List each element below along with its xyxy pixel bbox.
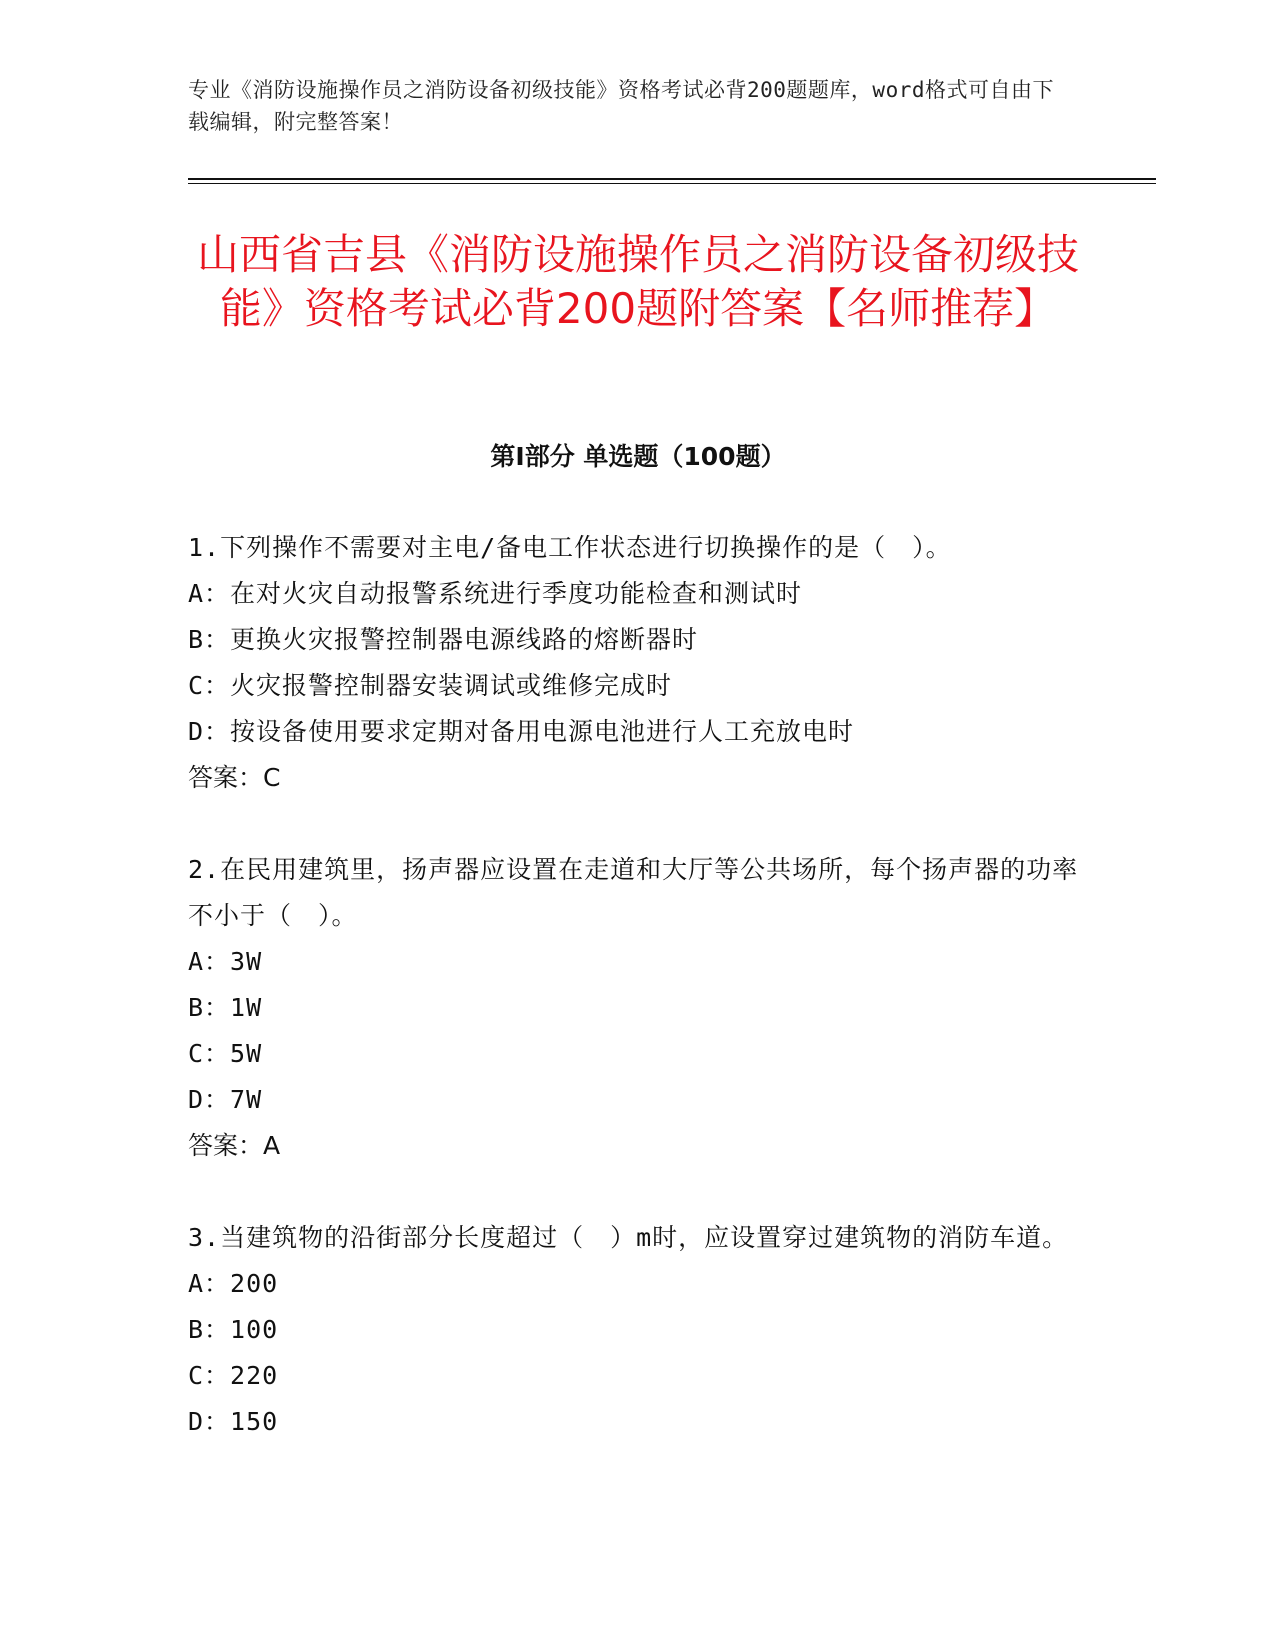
header-divider-thick (188, 178, 1156, 180)
answer: 答案：A (188, 1131, 281, 1160)
option-d: D：7W (188, 1085, 263, 1114)
answer: 答案：C (188, 763, 281, 792)
option-d: D：按设备使用要求定期对备用电源电池进行人工充放电时 (188, 717, 855, 746)
option-a: A：3W (188, 947, 263, 976)
question-stem: 3.当建筑物的沿街部分长度超过（ ）m时，应设置穿过建筑物的消防车道。 (188, 1223, 1069, 1252)
section-title: 第I部分 单选题（100题） (490, 442, 786, 471)
option-d: D：150 (188, 1407, 279, 1436)
question-stem: 1.下列操作不需要对主电/备电工作状态进行切换操作的是（ ）。 (188, 533, 952, 562)
option-c: C：5W (188, 1039, 263, 1068)
document-title: 山西省吉县《消防设施操作员之消防设备初级技能》资格考试必背200题附答案【名师推荐】 (196, 230, 1079, 333)
question-1 (188, 525, 1088, 801)
option-c: C：220 (188, 1361, 279, 1390)
option-c: C：火灾报警控制器安装调试或维修完成时 (188, 671, 673, 700)
option-b: B：100 (188, 1315, 279, 1344)
option-b: B：更换火灾报警控制器电源线路的熔断器时 (188, 625, 699, 654)
question-stem: 2.在民用建筑里，扬声器应设置在走道和大厅等公共场所，每个扬声器的功率不小于（ ）。 (188, 855, 1079, 930)
option-a: A：在对火灾自动报警系统进行季度功能检查和测试时 (188, 579, 803, 608)
option-b: B：1W (188, 993, 263, 1022)
question-3 (188, 1215, 1088, 1445)
question-list (188, 525, 1088, 1491)
option-a: A：200 (188, 1269, 279, 1298)
header-divider-thin (188, 183, 1156, 184)
header-note: 专业《消防设施操作员之消防设备初级技能》资格考试必背200题题库，word格式可自由下载编辑，附完整答案！ (188, 78, 1054, 134)
question-2 (188, 847, 1088, 1169)
